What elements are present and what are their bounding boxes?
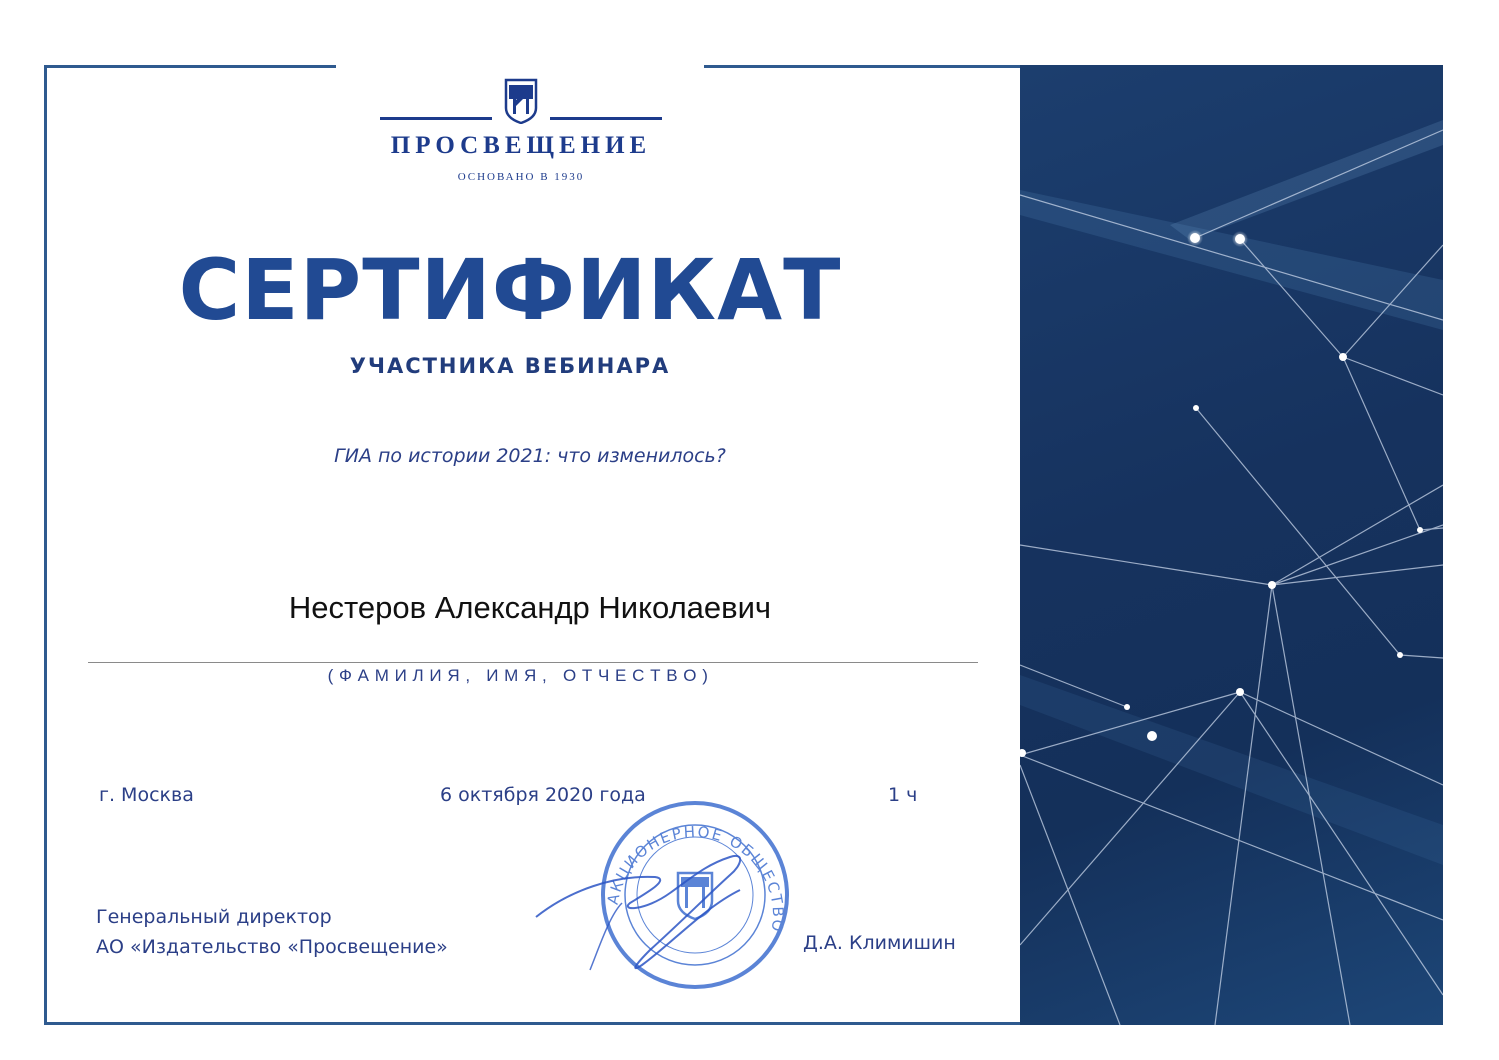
decorative-network-panel	[1020, 65, 1443, 1025]
logo-line-right	[550, 117, 662, 120]
signer-position-line2: АО «Издательство «Просвещение»	[96, 936, 448, 958]
name-underline	[88, 662, 978, 663]
border-gap	[336, 58, 704, 72]
official-stamp-seal	[530, 795, 800, 1015]
prosveshchenie-logo	[376, 78, 666, 188]
svg-text:АКЦИОНЕРНОЕ ОБЩЕСТВО: АКЦИОНЕРНОЕ ОБЩЕСТВО	[603, 822, 788, 935]
certificate-subtitle: УЧАСТНИКА ВЕБИНАРА	[349, 354, 671, 378]
logo-name: ПРОСВЕЩЕНИЕ	[390, 132, 652, 159]
logo-shield-icon	[504, 78, 538, 124]
city: г. Москва	[99, 784, 194, 806]
certificate-title: СЕРТИФИКАТ	[178, 241, 842, 339]
webinar-topic: ГИА по истории 2021: что изменилось?	[334, 445, 726, 467]
participant-name: Нестеров Александр Николаевич	[288, 590, 772, 625]
logo-founded: ОСНОВАНО В 1930	[457, 171, 585, 183]
logo-line-left	[380, 117, 492, 120]
name-caption: ( Ф А М И Л И Я , И М Я , О Т Ч Е С Т В О )	[327, 666, 709, 685]
signer-name: Д.А. Климишин	[803, 932, 956, 954]
signer-position	[96, 902, 448, 962]
date: 6 октября 2020 года	[440, 784, 646, 806]
duration: 1 ч	[888, 784, 918, 806]
signer-position-line1: Генеральный директор	[96, 906, 332, 928]
